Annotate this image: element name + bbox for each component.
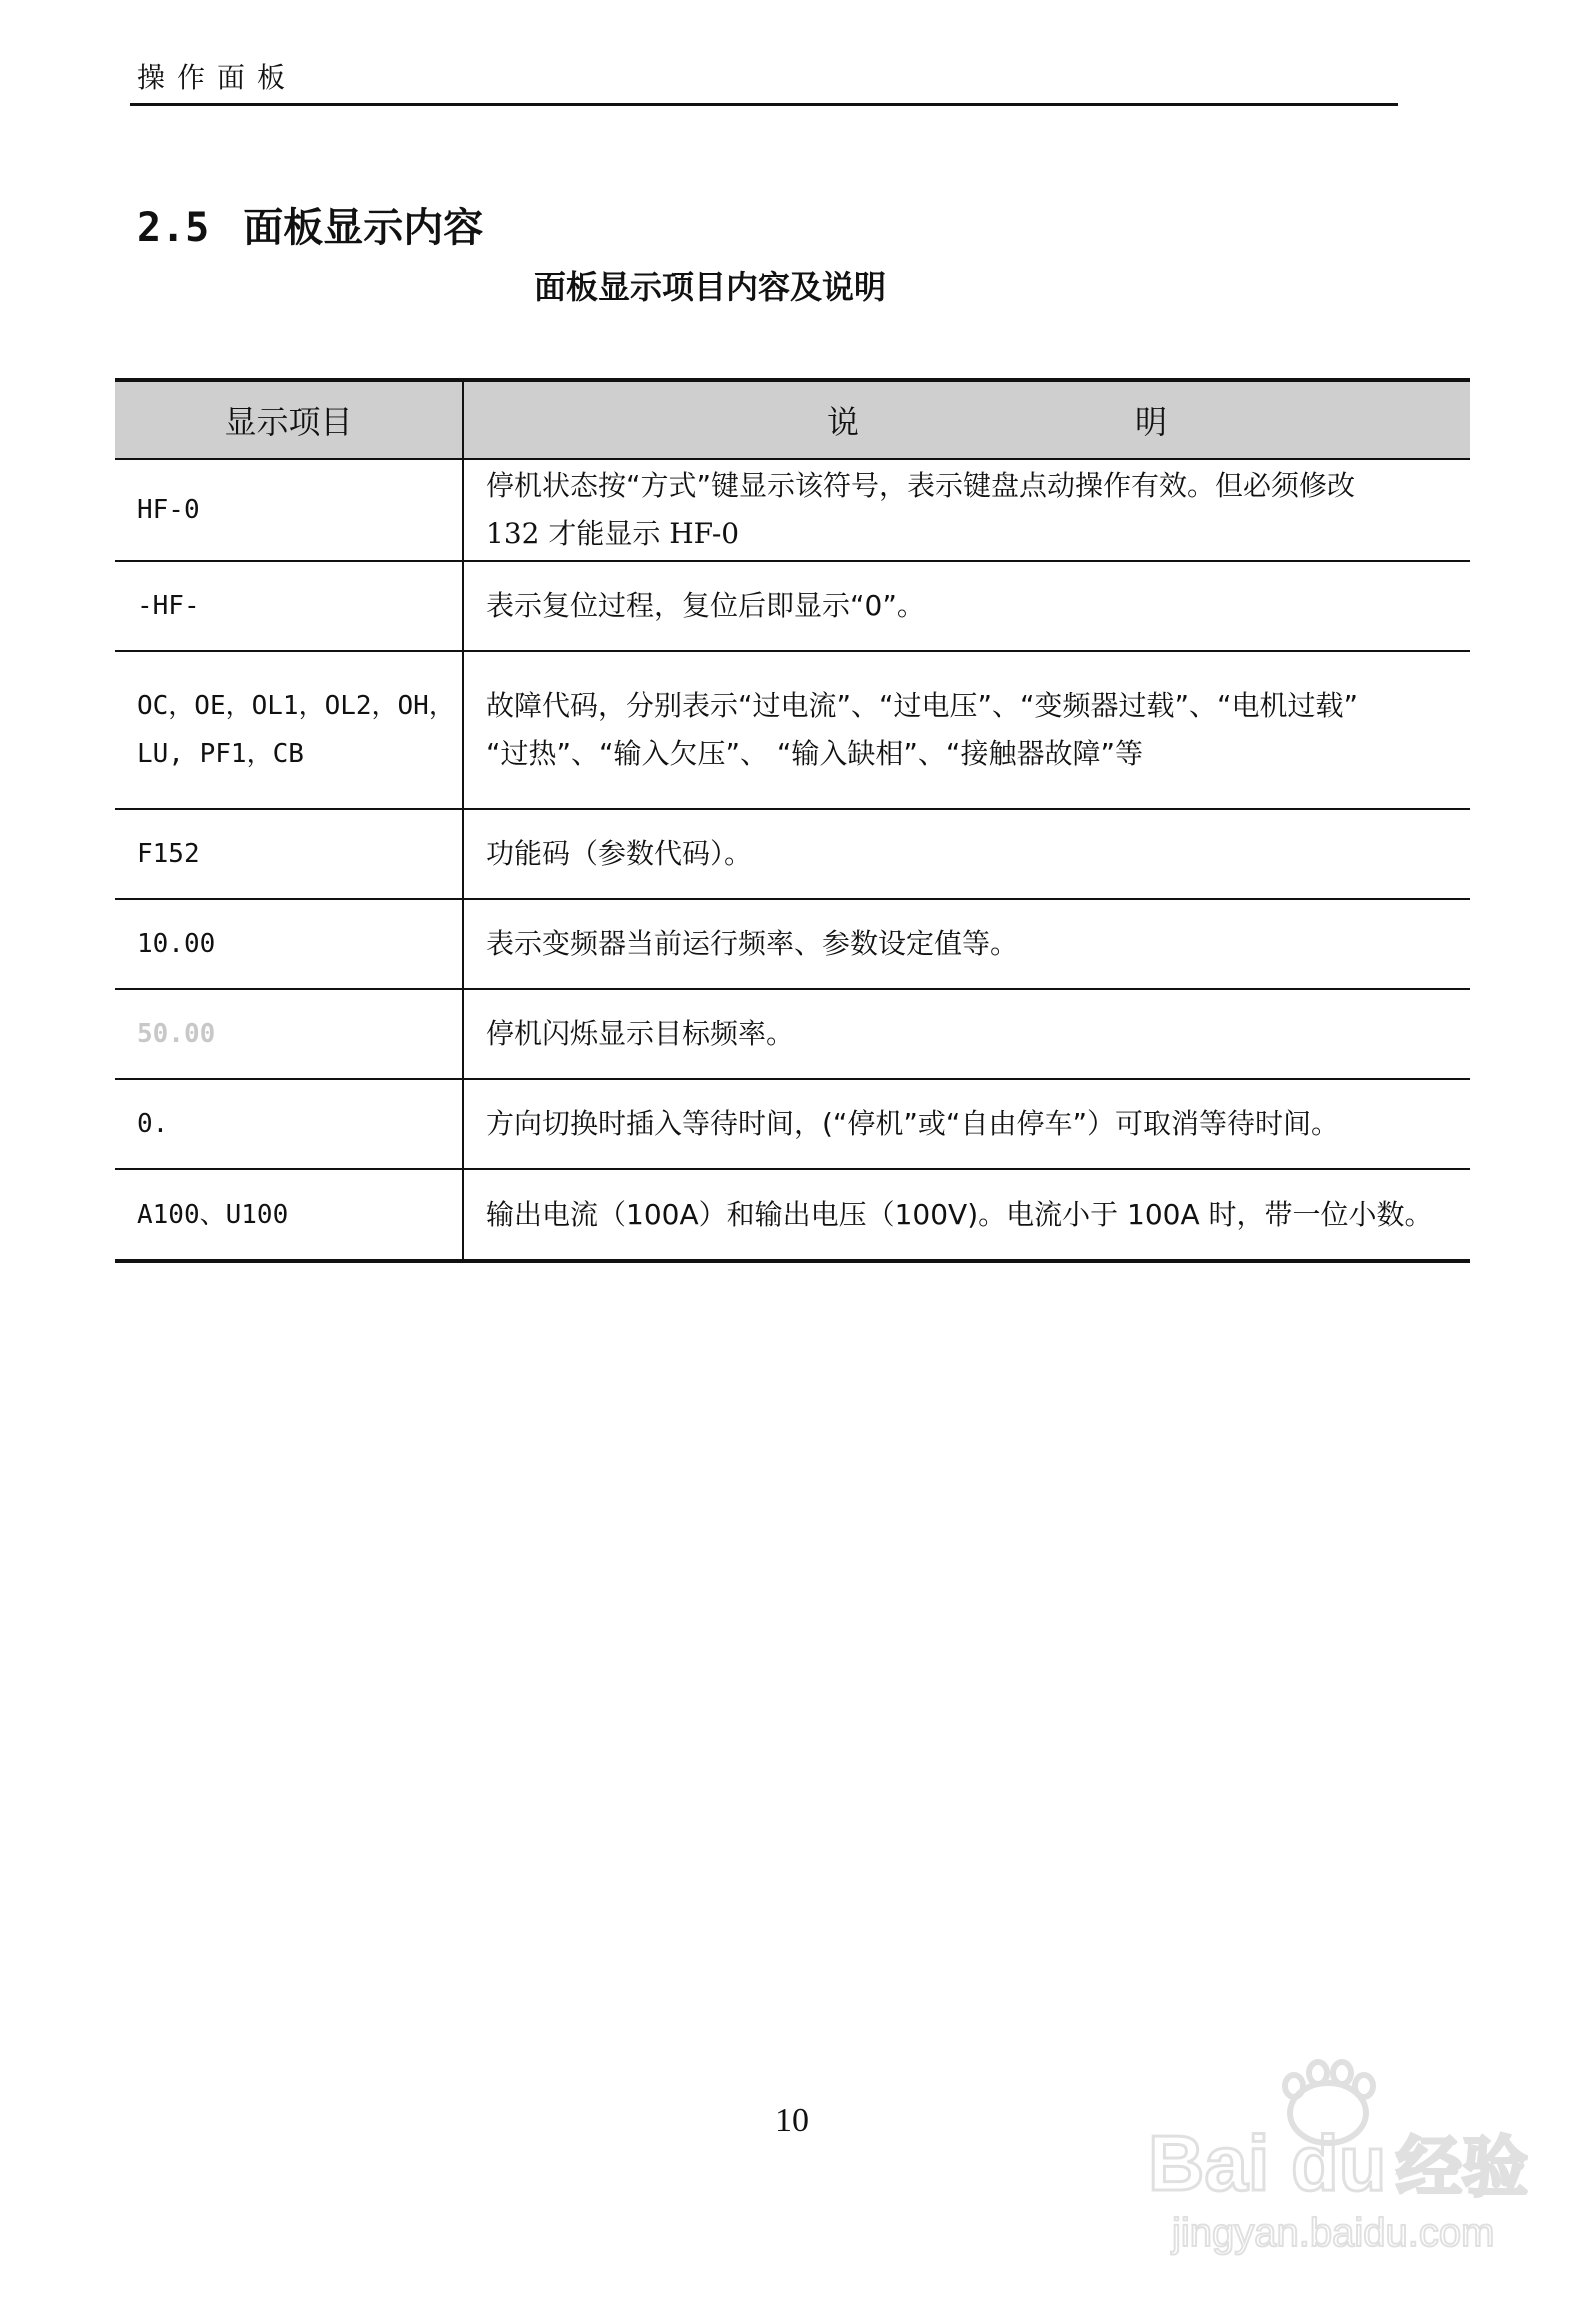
row-desc-text: 方向切换时插入等待时间，(“停机”或“自由停车”）可取消等待时间。 <box>486 1107 1339 1140</box>
svg-text:jingyan.baidu.com: jingyan.baidu.com <box>1172 2211 1495 2255</box>
row-desc <box>463 989 1470 1079</box>
row-desc-text-line2: “过热”、“输入欠压”、 “输入缺相”、“接触器故障”等 <box>486 737 1143 770</box>
row-desc <box>463 1169 1470 1259</box>
section-title <box>137 196 483 253</box>
section-number: 2.5 <box>137 205 210 251</box>
row-code <box>115 561 463 651</box>
row-desc-text-line2: 132 才能显示 HF-0 <box>486 517 740 550</box>
svg-text:Bai du: Bai du <box>1148 2119 1387 2207</box>
row-code-text: A100、U100 <box>137 1199 289 1230</box>
row-code-text-line2: LU, PF1，CB <box>137 739 304 769</box>
table-caption: 面板显示项目内容及说明 <box>533 268 886 306</box>
section-title-text: 面板显示内容 <box>243 205 484 251</box>
table-row <box>115 1169 1470 1259</box>
header-description-right: 明 <box>1134 403 1167 441</box>
row-code-text: OC，OE，OL1，OL2，OH， <box>137 691 455 721</box>
row-code <box>115 989 463 1079</box>
row-desc <box>463 809 1470 899</box>
table <box>115 382 1470 1259</box>
table-row <box>115 989 1470 1079</box>
display-items-table <box>115 378 1470 1263</box>
row-desc-text: 故障代码，分别表示“过电流”、“过电压”、“变频器过载”、“电机过载” <box>486 689 1359 722</box>
header-rule <box>130 103 1398 106</box>
row-desc-text: 功能码（参数代码）。 <box>486 837 753 870</box>
row-code <box>115 1079 463 1169</box>
table-row <box>115 651 1470 809</box>
table-row <box>115 809 1470 899</box>
svg-text:经验: 经验 <box>1396 2129 1528 2206</box>
row-desc <box>463 1079 1470 1169</box>
row-desc <box>463 899 1470 989</box>
header-display-item: 显示项目 <box>115 382 463 459</box>
row-code-text: 0. <box>137 1109 169 1139</box>
table-row <box>115 899 1470 989</box>
table-row <box>115 1079 1470 1169</box>
baidu-jingyan-watermark-logo <box>1128 2058 1528 2258</box>
header-description <box>463 382 1470 459</box>
row-desc-text: 停机状态按“方式”键显示该符号，表示键盘点动操作有效。但必须修改 <box>486 469 1356 502</box>
row-code <box>115 809 463 899</box>
table-row <box>115 459 1470 561</box>
row-code <box>115 459 463 561</box>
row-desc <box>463 459 1470 561</box>
row-desc <box>463 561 1470 651</box>
row-code <box>115 899 463 989</box>
row-desc <box>463 651 1470 809</box>
table-header-row <box>115 382 1470 459</box>
row-code-text: F152 <box>137 839 200 869</box>
row-code <box>115 1169 463 1259</box>
running-header: 操作面板 <box>137 61 298 94</box>
row-code-text: -HF- <box>137 591 200 621</box>
header-description-left: 说 <box>827 403 860 441</box>
row-desc-text: 表示变频器当前运行频率、参数设定值等。 <box>486 927 1019 960</box>
row-code-text: 10.00 <box>137 929 216 959</box>
row-code-text: 50.00 <box>137 1019 216 1049</box>
row-code-text: HF-0 <box>137 495 200 525</box>
row-desc-text: 输出电流（100A）和输出电压（100V)。电流小于 100A 时，带一位小数。 <box>486 1197 1433 1231</box>
table-row <box>115 561 1470 651</box>
page-number: 10 <box>775 2102 809 2139</box>
row-desc-text: 表示复位过程，复位后即显示“0”。 <box>486 589 925 622</box>
row-code <box>115 651 463 809</box>
row-desc-text: 停机闪烁显示目标频率。 <box>486 1017 795 1050</box>
